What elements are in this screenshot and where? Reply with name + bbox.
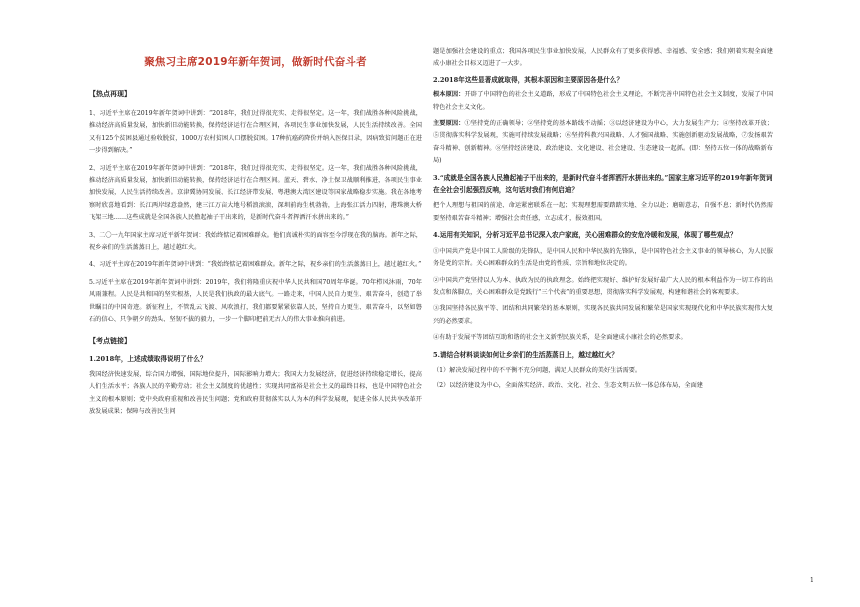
answer-5-point-1: （1）解决发展过程中的不平衡不充分问题，满足人民群众的美好生活需要。 bbox=[433, 366, 642, 374]
section-hot-topics: 【热点再现】 bbox=[89, 89, 131, 98]
answer-1-continued: 题是加强社会建设的重点；我国各项民生事业加快发展，人民群众有了更多获得感、幸福感、安全感；我们朝着实现全面建成小康社会目标又迈进了一大步。 bbox=[433, 48, 773, 68]
answer-2-main: 主要原因：①坚持党的正确领导；②坚持党的基本路线不动摇；③以经济建设为中心，大力发展生产力；④坚持改革开放；⑤贯彻落实科学发展观，实施可持续发展战略；⑥坚持科教兴国战略、人才强国战略、实施创新驱动发展战略，⑦发扬艰苦奋斗精神、创新精神。⑧坚持经济建设、政治建设、文化建设、社会建设、生态建设一起抓。(即：坚持五位一体的战略新布局) bbox=[433, 120, 774, 165]
answer-2-fundamental: 根本原因：开辟了中国特色的社会主义道路，形成了中国特色社会主义理论，不断完善中国特色社会主义制度，发展了中国特色社会主义文化。 bbox=[433, 91, 774, 111]
left-column bbox=[89, 0, 422, 419]
question-1: 1.2018年，上述成绩取得说明了什么？ bbox=[89, 354, 207, 363]
answer-5-point-2: （2）以经济建设为中心，全面落实经济、政治、文化、社会、生态文明五位一体总体布局，全面建 bbox=[433, 382, 703, 390]
page-number: 1 bbox=[810, 577, 814, 584]
question-2: 2.2018年这些显著成就取得，其根本原因和主要原因各是什么？ bbox=[433, 75, 624, 84]
main-reason-label: 主要原因： bbox=[433, 120, 465, 128]
answer-4-point-1: ①中国共产党是中国工人阶级的先锋队，是中国人民和中华民族的先锋队，是中国特色社会主义事业的领导核心，为人民服务是党的宗旨。关心困难群众的生活是由党的性质、宗旨和地位决定的。 bbox=[433, 247, 773, 268]
right-column bbox=[433, 0, 773, 393]
question-3: 3.“成就是全国各族人民撸起袖子干出来的，是新时代奋斗者挥洒汗水拼出来的。”国家主席习近平的2019年新年贺词在全社会引起强烈反响，这句话对我们有何启迪？ bbox=[433, 173, 773, 195]
question-4: 4.运用有关知识，分析习近平总书记深入农户家庭，关心困难群众的安危冷暖和发展，体现了哪些观点？ bbox=[433, 231, 737, 240]
answer-4-point-2: ②中国共产党坚持以人为本、执政为民的执政理念。始终把实现好、维护好发展好最广大人民的根本利益作为一切工作的出发点和落脚点，关心困难群众是党践行“三个代表”的重要思想，贯彻落实科学发展观，构建和谐社会的客观要求。 bbox=[433, 276, 773, 296]
paragraph-4: 4、习近平主席在2019年新年贺词中讲到：“我始终惦记着困难群众。新年之际，祝乡亲们的生活蒸蒸日上，越过越红火。” bbox=[89, 261, 422, 269]
fundamental-reason-label: 根本原因： bbox=[433, 91, 465, 99]
paragraph-1: 1、习近平主席在2019年新年贺词中讲到：“2018年，我们过得很充实、走得很坚定。这一年，我们战胜各种风险挑战，推动经济高质量发展，加快新旧动能转换，保持经济运行在合理区间，各项民生事业加快发展，人民生活持续改善。全国又有125个贫困县通过验收脱贫，1000万农村贫困人口摆脱贫困。17种抗癌药降价并纳入医保目录，因病致贫问题正在进一步得到解决。” bbox=[89, 110, 422, 155]
paragraph-5: 5.习近平主席在2019年新年贺词中讲到：2019年，我们将隆重庆祝中华人民共和国70周年华诞。70年栉风沐雨，70年风雨兼程。人民是共和国的坚实根基，人民是我们执政的最大底气。一路走来，中国人民自力更生、艰苦奋斗，创造了举世瞩目的中国奇迹。新征程上，不管乱云飞渡、风吹浪打，我们都要紧紧依靠人民，坚持自力更生、艰苦奋斗，以坚如磐石的信心、只争朝夕的劲头、坚韧不拔的毅力，一步一个脚印把前无古人的伟大事业推向前进。 bbox=[89, 278, 422, 324]
section-exam-links: 【考点链接】 bbox=[89, 335, 131, 345]
answer-4-point-4: ④有助于发展平等团结互助和谐的社会主义新型民族关系，是全面建成小康社会的必然要求。 bbox=[433, 334, 687, 342]
answer-1: 我国经济快速发展，综合国力增强，国际地位提升，国际影响力增大；我国大力发展经济，促进经济持续稳定增长，提高人们生活水平；各族人民的辛勤劳动；社会主义制度的优越性；实现共同富裕是社会主义的最终目标，也是中国特色社会主义的根本原则；党中央政府重视和改善民生问题；党和政府贯彻落实以人为本的科学发展观，促进全体人民共享改革开放发展成果；保障与改善民生问 bbox=[89, 370, 422, 416]
question-5: 5.请结合材料谈谈如何让乡亲们的生活蒸蒸日上，越过越红火？ bbox=[433, 350, 618, 359]
answer-4-point-3: ③我国坚持各民族平等、团结和共同繁荣的基本原则，实现各民族共同发展和繁荣是国家实现现代化和中华民族实现伟大复兴的必然要求。 bbox=[433, 305, 773, 325]
paragraph-2: 2、习近平主席在2019年新年贺词中讲到：“2018年，我们过得很充实、走得很坚定。这一年，我们战胜各种风险挑战，推动经济高质量发展，加快新旧动能转换，保持经济运行在合理区间。蓝天、碧水、净土保卫战顺利推进，各项民生事业加快发展，人民生活持续改善。京津冀协同发展、长江经济带发展、粤港澳大湾区建设等国家战略稳步实施。我在各地考察时欣喜地看到：长江两岸绿意盎然，建三江万亩大地号稻浪滚滚，深圳前海生机勃勃，上海张江活力四射，港珠澳大桥飞架三地……这些成就是全国各族人民撸起袖子干出来的，是新时代奋斗者挥洒汗水拼出来的。” bbox=[89, 164, 422, 222]
answer-3: 把个人理想与祖国的前途、命运紧密联系在一起；实现理想需要踏踏实地、全力以赴；磨砺意志，自强不息；新时代仍然需要坚持艰苦奋斗精神；增强社会责任感，立志成才，报效祖国。 bbox=[433, 202, 773, 222]
paragraph-3: 3、二〇一九年国家主席习近平新年贺词：我始终惦记着困难群众。他们真诚朴实的面容至今浮现在我的脑海。新年之际，祝乡亲们的生活蒸蒸日上，越过越红火。 bbox=[89, 231, 422, 252]
document-title: 聚焦习主席2019年新年贺词，做新时代奋斗者 bbox=[144, 56, 367, 68]
